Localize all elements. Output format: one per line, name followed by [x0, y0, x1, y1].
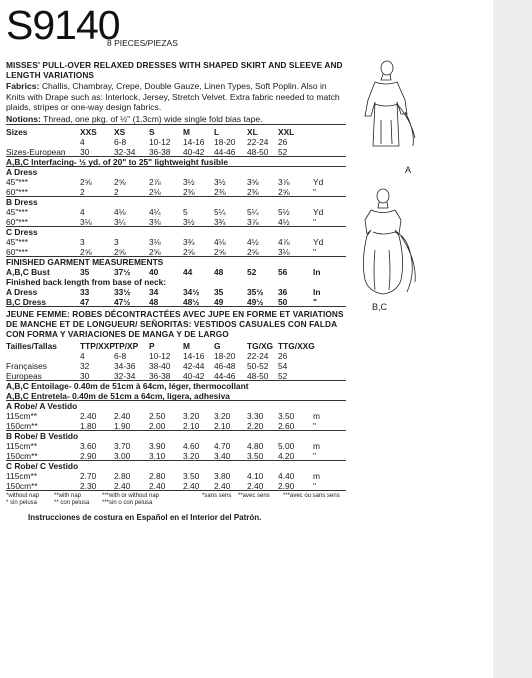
cell-value: 4⅛ [114, 207, 126, 217]
row-label [6, 351, 80, 361]
cell-value [313, 361, 327, 371]
cell-value: 44 [183, 267, 193, 277]
cell-value: 2.40 [114, 411, 131, 421]
row-label: A Dress [6, 287, 38, 297]
cell-value: 32-34 [114, 147, 136, 157]
cell-value: 48-50 [247, 147, 269, 157]
cell-value: 18-20 [214, 351, 236, 361]
metric-section-heading: B Robe/ B Vestido [6, 431, 79, 441]
cell-value: 2.50 [149, 411, 166, 421]
pieces-count: 8 PIECES/PIEZAS [107, 38, 178, 48]
cell-value: 5½ [278, 207, 290, 217]
title-english: MISSES' PULL-OVER RELAXED DRESSES WITH SHAPED SKIRT AND SLEEVE AND LENGTH VARIATIONS [6, 60, 343, 80]
cell-value: 4 [80, 137, 85, 147]
cell-value: 2⅞ [149, 177, 161, 187]
cell-value: 3⅞ [278, 177, 290, 187]
cell-value: 40 [149, 267, 159, 277]
cell-value: 2.30 [80, 481, 97, 491]
cell-value [313, 147, 327, 156]
cell-value: 3.70 [114, 441, 131, 451]
dress-line-drawings [345, 60, 493, 320]
cell-value: 14-16 [183, 137, 205, 147]
cell-value: 3.50 [278, 411, 295, 421]
metric-size-row [6, 371, 346, 381]
entretela-line: A,B,C Entretela- 0.40m de 51cm a 64cm, ligera, adhesiva [6, 391, 346, 401]
row-label: 60"*** [6, 187, 29, 197]
length-row [6, 287, 346, 297]
fabrics-paragraph [6, 81, 346, 113]
header [6, 2, 346, 58]
size-row [6, 147, 346, 157]
footnote-text: *without nap [6, 493, 40, 499]
cell-value: 18-20 [214, 137, 236, 147]
row-label: Tailles/Tallas [6, 341, 57, 351]
cell-value: 4.60 [183, 441, 200, 451]
yardage-row [6, 247, 346, 257]
cell-value: TTG/XXG [278, 341, 315, 351]
cell-value: 5 [183, 207, 188, 217]
footnote-text: **avec sens [238, 493, 270, 499]
cell-value: 40-42 [183, 147, 205, 157]
footnotes-row-1 [6, 493, 346, 500]
cell-value: 56 [278, 267, 288, 277]
cell-value: 2⅛ [149, 187, 161, 197]
cell-value: 3.00 [114, 451, 131, 461]
cell-value: 2.40 [214, 481, 231, 491]
cell-value: 44-46 [214, 147, 236, 157]
fabrics-text: Challis, Chambray, Crepe, Double Gauze, Linen Types, Soft Poplin. Also in Knits with Drape such as: Interlock, Jersey, Stretch Velvet. Extra fabric needed to match plaids, stripes or one-way design fabrics. [6, 81, 340, 112]
cell-value: 3.90 [149, 441, 166, 451]
cell-value: 4¼ [149, 207, 161, 217]
cell-value: m [313, 471, 320, 481]
row-label: Europeas [6, 371, 42, 381]
cell-value: 2⅝ [247, 247, 259, 257]
cell-value: S [149, 127, 155, 137]
cell-value: 26 [278, 351, 288, 361]
fabrics-label: Fabrics: [6, 81, 40, 91]
row-label: 150cm** [6, 421, 38, 431]
cell-value: L [214, 127, 220, 137]
cell-value: 3⅛ [80, 217, 92, 227]
cell-value: 2 [80, 187, 85, 197]
cell-value: 3 [80, 237, 85, 247]
cell-value: m [313, 441, 320, 451]
cell-value [313, 127, 327, 137]
footnote-text: ** con pelusa [54, 500, 90, 506]
cell-value: 22-24 [247, 351, 269, 361]
cell-value: 2⅜ [247, 187, 259, 197]
cell-value: 3 [114, 237, 119, 247]
metric-section-heading: A Robe/ A Vestido [6, 401, 78, 411]
metric-size-row [6, 341, 346, 351]
footnote-text: * sin pelusa [6, 500, 38, 506]
footnote-text: **with nap [54, 493, 82, 499]
cell-value: 2 [114, 187, 119, 197]
cell-value: TG/XG [247, 341, 274, 351]
cell-value: 3⅝ [247, 177, 259, 187]
cell-value: 5¼ [247, 207, 259, 217]
cell-value: 42-44 [183, 361, 205, 371]
cell-value: 50-52 [247, 361, 269, 371]
cell-value: 36 [278, 287, 288, 297]
cell-value: 3½ [183, 217, 195, 227]
yardage-row [6, 177, 346, 187]
cell-value: 3⅛ [149, 237, 161, 247]
cell-value: P [149, 341, 155, 351]
cell-value: 36-38 [149, 371, 171, 381]
length-row [6, 297, 346, 307]
size-row [6, 137, 346, 147]
row-label: Sizes-European [6, 147, 66, 157]
sizes-yardage-table [6, 127, 346, 307]
cell-value [313, 351, 327, 361]
cell-value: 34-36 [114, 361, 136, 371]
cell-value: 50 [278, 297, 288, 307]
cell-value: Yd [313, 177, 324, 187]
bust-row [6, 267, 346, 277]
size-row [6, 127, 346, 137]
dress-illustrations [345, 60, 493, 320]
cell-value: 49½ [247, 297, 264, 307]
entoilage-line: A,B,C Entoilage- 0.40m de 51cm à 64cm, léger, thermocollant [6, 381, 249, 391]
cell-value: 2⅝ [278, 187, 290, 197]
row-label: 45"*** [6, 177, 29, 187]
metric-yardage-row [6, 471, 346, 481]
metric-yardage-row [6, 481, 346, 491]
cell-value: 2.40 [149, 481, 166, 491]
cell-value: " [313, 247, 316, 257]
cell-value: 34 [149, 287, 159, 297]
yardage-row [6, 237, 346, 247]
metric-size-row [6, 351, 346, 361]
cell-value: 1.90 [114, 421, 131, 431]
cell-value: 2.00 [149, 421, 166, 431]
cell-value: XXS [80, 127, 97, 137]
row-label: 150cm** [6, 481, 38, 491]
cell-value: 33 [80, 287, 90, 297]
cell-value: 10-12 [149, 137, 171, 147]
cell-value: 38-40 [149, 361, 171, 371]
cell-value: 3.40 [214, 451, 231, 461]
row-label: 60"*** [6, 217, 29, 227]
cell-value: 2.40 [247, 481, 264, 491]
interfacing-line: A,B,C Interfacing- ½ yd. of 20" to 25" lightweight fusible [6, 157, 346, 167]
cell-value: 3¾ [183, 237, 195, 247]
row-label: Françaises [6, 361, 47, 371]
cell-value: 44-46 [214, 371, 236, 381]
cell-value: " [313, 217, 316, 227]
cell-value: 10-12 [149, 351, 171, 361]
cell-value: 33½ [114, 287, 131, 297]
row-label: B,C Dress [6, 297, 47, 307]
cell-value: 2.60 [278, 421, 295, 431]
cell-value: " [313, 421, 316, 431]
cell-value: 3.20 [183, 451, 200, 461]
cell-value: 3.60 [80, 441, 97, 451]
cell-value: Yd [313, 207, 324, 217]
cell-value: XXL [278, 127, 295, 137]
cell-value: 2.10 [214, 421, 231, 431]
cell-value: 2⅝ [114, 247, 126, 257]
metric-size-row [6, 361, 346, 371]
cell-value: 2.40 [80, 411, 97, 421]
cell-value: 3⅜ [149, 217, 161, 227]
cell-value: 4½ [278, 217, 290, 227]
cell-value: M [183, 341, 190, 351]
footnote-text: ***avec ou sans sens [283, 493, 340, 499]
spanish-instructions-note: Instrucciones de costura en Español en el Interior del Patrón. [28, 513, 262, 522]
metric-section-heading: C Robe/ C Vestido [6, 461, 79, 471]
row-label: 115cm** [6, 471, 38, 481]
cell-value: 3⅛ [278, 247, 290, 257]
cell-value: 2.90 [80, 451, 97, 461]
cell-value: 3.20 [183, 411, 200, 421]
cell-value: 4.70 [214, 441, 231, 451]
cell-value: 2⅝ [183, 247, 195, 257]
title-french-spanish: JEUNE FEMME: ROBES DÉCONTRACTÉES AVEC JUPE EN FORME ET VARIATIONS DE MANCHE ET DE LONGUEUR/ SEÑORITAS: VESTIDOS CASUALES CON FALDA CON FORMA Y VARIACIONES DE MANGA Y DE LARGO [6, 309, 344, 339]
cell-value: 48 [214, 267, 224, 277]
cell-value: 4.40 [278, 471, 295, 481]
cell-value: m [313, 411, 320, 421]
cell-value: 2.20 [247, 421, 264, 431]
cell-value: TTP/XXP [80, 341, 115, 351]
cell-value: 3.30 [247, 411, 264, 421]
cell-value: 47½ [114, 297, 131, 307]
cell-value: 54 [278, 361, 288, 371]
label-a: A [405, 165, 412, 175]
cell-value: 2.90 [278, 481, 295, 491]
cell-value: " [313, 451, 316, 461]
cell-value: 2.40 [114, 481, 131, 491]
cell-value: 14-16 [183, 351, 205, 361]
row-label: 60"*** [6, 247, 29, 257]
cell-value: 30 [80, 147, 90, 157]
section-heading: A Dress [6, 167, 38, 177]
cell-value: 35½ [247, 287, 264, 297]
cell-value: 2.10 [183, 421, 200, 431]
cell-value: 2.70 [80, 471, 97, 481]
cell-value: 4⅛ [214, 237, 226, 247]
cell-value: 22-24 [247, 137, 269, 147]
cell-value: 2.80 [114, 471, 131, 481]
cell-value: XL [247, 127, 258, 137]
notions-paragraph [6, 114, 346, 126]
yardage-row [6, 207, 346, 217]
cell-value: 3¼ [114, 217, 126, 227]
cell-value: 48-50 [247, 371, 269, 381]
cell-value: 49 [214, 297, 224, 307]
cell-value: In [313, 287, 321, 297]
label-bc: B,C [372, 302, 388, 312]
dress-bc-drawing [363, 189, 415, 294]
cell-value: 2⅝ [80, 247, 92, 257]
cell-value: 37½ [114, 267, 131, 277]
cell-value: 48½ [183, 297, 200, 307]
cell-value: 3.20 [214, 411, 231, 421]
cell-value: 46-48 [214, 361, 236, 371]
cell-value: 32 [80, 361, 90, 371]
metric-yardage-row [6, 441, 346, 451]
metric-yardage-row [6, 451, 346, 461]
cell-value: TP/XP [114, 341, 139, 351]
cell-value: 3½ [183, 177, 195, 187]
cell-value: 4.10 [247, 471, 264, 481]
cell-value: 3¾ [214, 217, 226, 227]
notions-text: Thread, one pkg. of ½" (1.3cm) wide single fold bias tape. [40, 113, 263, 124]
cell-value: G [214, 341, 221, 351]
cell-value: Yd [313, 237, 324, 247]
section-heading: B Dress [6, 197, 38, 207]
cell-value: XS [114, 127, 126, 137]
row-label: Sizes [6, 127, 28, 137]
cell-value: 2⅜ [214, 187, 226, 197]
cell-value: M [183, 127, 190, 137]
row-label: A,B,C Bust [6, 267, 50, 277]
cell-value: " [313, 481, 316, 491]
cell-value [313, 371, 327, 380]
cell-value: 3.80 [214, 471, 231, 481]
row-label: 115cm** [6, 441, 38, 451]
cell-value: 3⅞ [247, 217, 259, 227]
row-label: 45"*** [6, 207, 29, 217]
right-margin-bar [493, 0, 532, 678]
cell-value: 4 [80, 207, 85, 217]
row-label [6, 137, 80, 147]
cell-value: 2⅝ [114, 177, 126, 187]
cell-value: 32-34 [114, 371, 136, 381]
cell-value: 2.80 [149, 471, 166, 481]
cell-value: 30 [80, 371, 90, 381]
cell-value: 6-8 [114, 351, 127, 361]
cell-value: 2⅝ [149, 247, 161, 257]
cell-value: 4⅞ [278, 237, 290, 247]
footnote-text: *sans sens [202, 493, 232, 499]
cell-value: 5¼ [214, 207, 226, 217]
cell-value: " [313, 187, 316, 197]
cell-value: " [313, 297, 317, 307]
cell-value: 2⅝ [214, 247, 226, 257]
cell-value: 4 [80, 351, 85, 361]
cell-value: 36-38 [149, 147, 171, 157]
cell-value: 40-42 [183, 371, 205, 381]
pattern-number: S9140 [6, 2, 120, 48]
row-label: 115cm** [6, 411, 38, 421]
footnote-text: ***with or without nap [102, 493, 160, 499]
cell-value [313, 137, 327, 147]
cell-value: 34½ [183, 287, 200, 297]
section-heading: C Dress [6, 227, 38, 237]
footnote-text: ***sin o con pelusa [102, 500, 153, 506]
dress-a-drawing [365, 61, 415, 146]
cell-value: 3.10 [149, 451, 166, 461]
cell-value: In [313, 267, 321, 277]
cell-value: 5.00 [278, 441, 295, 451]
cell-value: 52 [247, 267, 257, 277]
metric-yardage-row [6, 411, 346, 421]
cell-value: 4.20 [278, 451, 295, 461]
metric-yardage-row [6, 421, 346, 431]
cell-value: 4.80 [247, 441, 264, 451]
row-label: 45"*** [6, 237, 29, 247]
cell-value: 1.80 [80, 421, 97, 431]
cell-value: 2⅝ [80, 177, 92, 187]
cell-value: 2.40 [183, 481, 200, 491]
metric-yardage-table [6, 341, 346, 491]
cell-value: 3.50 [183, 471, 200, 481]
cell-value: 6-8 [114, 137, 127, 147]
cell-value: 4½ [247, 237, 259, 247]
cell-value: 52 [278, 147, 288, 157]
cell-value: 35 [80, 267, 90, 277]
main-content [6, 60, 346, 524]
cell-value [313, 341, 327, 351]
cell-value: 3.50 [247, 451, 264, 461]
cell-value: 48 [149, 297, 159, 307]
cell-value: 3½ [214, 177, 226, 187]
cell-value: 52 [278, 371, 288, 381]
back-length-label: Finished back length from base of neck: [6, 277, 167, 287]
cell-value: 47 [80, 297, 90, 307]
cell-value: 2⅜ [183, 187, 195, 197]
notions-label: Notions: [6, 113, 41, 124]
footnotes [6, 493, 346, 507]
yardage-row [6, 217, 346, 227]
cell-value: 35 [214, 287, 224, 297]
row-label: 150cm** [6, 451, 38, 461]
cell-value: 26 [278, 137, 288, 147]
yardage-row [6, 187, 346, 197]
footnotes-row-2 [6, 500, 346, 507]
finished-measurements-heading: FINISHED GARMENT MEASUREMENTS [6, 257, 164, 267]
